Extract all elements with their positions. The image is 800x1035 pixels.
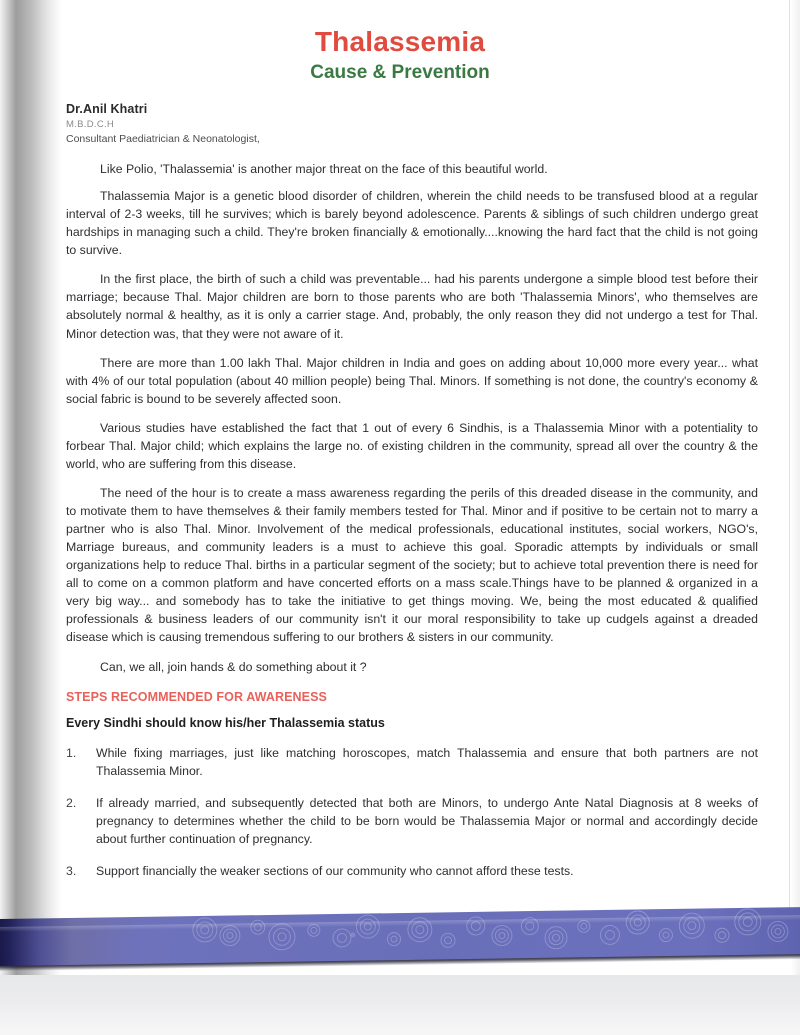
paragraph-thalassemia-major: Thalassemia Major is a genetic blood disorder of children, wherein the child needs to be transfused blood at a regular interval of 2-3 weeks, till he survives; which is barely beyond adolescence. Parents & siblings of such children undergo great hardships in managing such a child. They're broken financially & emotionally....knowing the hard fact that the child is not going to survive. [66, 189, 758, 258]
paragraph-need-of-the-hour: The need of the hour is to create a mass awareness regarding the perils of this dreaded disease in the community, and to motivate them to have themselves & their family members tested for Thal. Minor and if positive to be certain not to marry a partner who is also Thal. Minor. Involvement of the medical professionals, educational institutes, social workers, NGO's, Marriage bureaus, and community leaders is a must to achieve this goal. Sporadic attempts by individuals or small organizations help to reduce Thal. births in a particular segment of the society; but to achieve total prevention there is need for all to come on a common platform and have concerted efforts on a mass scale.Things have to be planned & organized in a very big way... and somebody has to take the initiative to get things moving. We, being the most educated & qualified professionals & business leaders of our community isn't it our moral responsibility to take up cudgels against a dreaded disease which is causing tremendous suffering to our brothers & sisters in our community. [66, 485, 758, 645]
decorative-footer-band [0, 899, 800, 981]
list-item [66, 744, 758, 780]
page-title: Thalassemia [314, 26, 486, 57]
list-item [66, 794, 758, 848]
concentric-circles-pattern [0, 907, 800, 966]
scan-right-margin [792, 0, 800, 1035]
list-item-text: While fixing marriages, just like matching horoscopes, match Thalassemia and ensure that both partners are not Thalassemia Minor. [96, 745, 758, 778]
footer-band-highlight [0, 915, 800, 932]
list-item [66, 862, 758, 880]
paragraph-statistics: There are more than 1.00 lakh Thal. Major children in India and goes on adding about 10,000 more every year... what with 4% of our total population (about 40 million people) being Thal. Minors. If something is not done, the country's economy & social fabric is bound to be severely affected soon. [66, 355, 758, 406]
paragraph-call-to-action: Can, we all, join hands & do something about it ? [100, 659, 367, 674]
author-name: Dr.Anil Khatri [66, 102, 148, 116]
steps-recommended-heading: STEPS RECOMMENDED FOR AWARENESS [66, 689, 327, 704]
footer-band-shadow [0, 952, 800, 971]
list-item-text: Support financially the weaker sections of our community who cannot afford these tests. [96, 863, 574, 878]
author-degree: M.B.D.C.H [66, 118, 115, 130]
document-header [0, 26, 800, 84]
footer-band-fill [0, 907, 800, 966]
paragraph-sindhi-studies: Various studies have established the fact that 1 out of every 6 Sindhis, is a Thalassemia Minor with a potentiality to forbear Thal. Major child; which explains the large no. of existing children in the community, spread all over the country & the world, who are suffering from this disease. [66, 420, 758, 471]
author-role: Consultant Paediatrician & Neonatologist, [66, 132, 260, 145]
scan-bed-background [0, 975, 800, 1035]
page-subtitle: Cause & Prevention [310, 62, 490, 84]
author-block [66, 101, 426, 147]
article-body [66, 160, 758, 894]
paragraph-intro: Like Polio, 'Thalassemia' is another major threat on the face of this beautiful world. [100, 162, 548, 176]
scan-left-shadow [0, 0, 62, 1035]
steps-list [66, 744, 758, 880]
scan-right-edge-line [789, 0, 790, 920]
list-item-number: 3. [66, 863, 77, 878]
list-item-number: 1. [66, 745, 77, 760]
paragraph-preventable: In the first place, the birth of such a child was preventable... had his parents undergone a simple blood test before their marriage; because Thal. Major children are born to those parents who are both 'Thalassemia Minors', who themselves are absolutely normal & healthy, as it is only a carrier stage. And, probably, the only reason they did not undergo a test for Thal. Minor detection was, that they were not aware of it. [66, 272, 758, 341]
list-item-text: If already married, and subsequently detected that both are Minors, to undergo Ante Natal Diagnosis at 8 weeks of pregnancy to determines whether the child to be born would be Thalassemia Major or normal and accordingly decide about further continuation of pregnancy. [96, 795, 758, 846]
thalassemia-status-heading: Every Sindhi should know his/her Thalassemia status [66, 715, 385, 730]
list-item-number: 2. [66, 795, 77, 810]
